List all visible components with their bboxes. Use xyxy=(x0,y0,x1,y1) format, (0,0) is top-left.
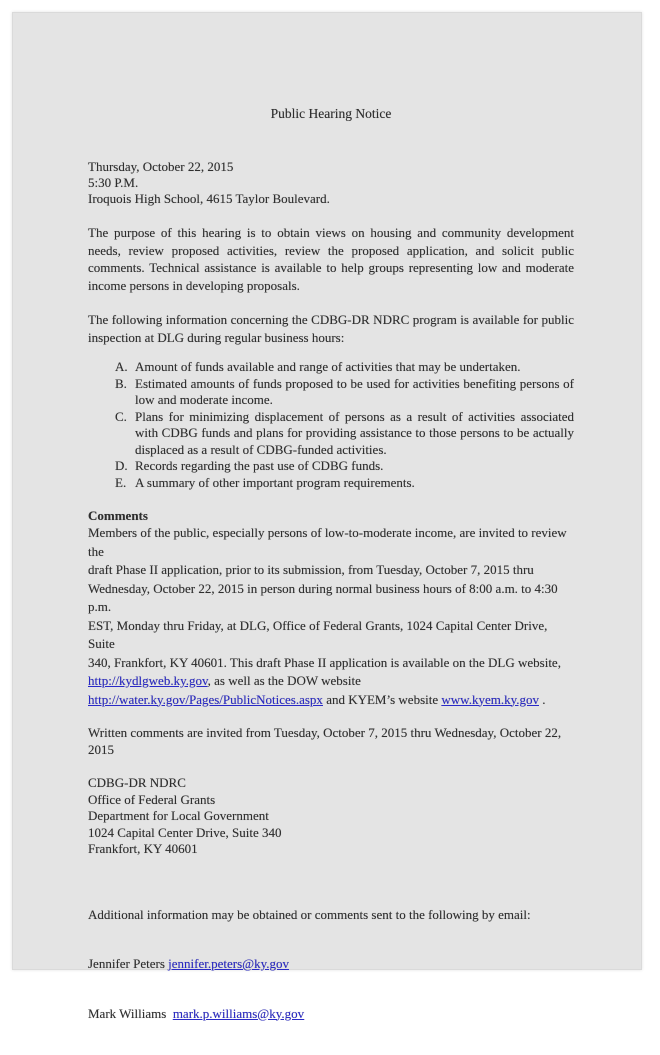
address-line: Office of Federal Grants xyxy=(88,792,574,809)
inspection-item-c xyxy=(88,409,574,459)
list-item-label: C. xyxy=(115,409,135,459)
comments-text: and KYEM’s website xyxy=(323,692,441,707)
list-item-text: Plans for minimizing displacement of persons as a result of activities associated with CDBG funds and plans for providing assistance to those persons to be actually displaced as a result of CDBG-funded activities. xyxy=(135,409,574,459)
contact-intro: Additional information may be obtained or comments sent to the following by email: xyxy=(88,907,574,924)
address-line: 1024 Capital Center Drive, Suite 340 xyxy=(88,825,574,842)
inspection-item-a xyxy=(88,359,574,376)
event-location: Iroquois High School, 4615 Taylor Boulevard. xyxy=(88,191,574,207)
contact-line xyxy=(88,1006,574,1023)
event-details xyxy=(88,159,574,207)
comments-line: 340, Frankfort, KY 40601. This draft Phase II application is available on the DLG website, xyxy=(88,654,574,673)
notice-title: Public Hearing Notice xyxy=(88,105,574,122)
address-line: Department for Local Government xyxy=(88,808,574,825)
contact-section xyxy=(88,874,574,1055)
jennifer-email-link[interactable]: jennifer.peters@ky.gov xyxy=(168,956,289,971)
list-item-label: E. xyxy=(115,475,135,492)
list-item-text: Estimated amounts of funds proposed to be used for activities benefiting persons of low and moderate income. xyxy=(135,376,574,409)
list-item-label: B. xyxy=(115,376,135,409)
comments-line xyxy=(88,672,574,691)
mailing-address xyxy=(88,775,574,858)
kyem-website-link[interactable]: www.kyem.ky.gov xyxy=(441,692,539,707)
document-page xyxy=(12,12,642,970)
comments-line: Members of the public, especially persons of low-to-moderate income, are invited to review the xyxy=(88,524,574,561)
document-content xyxy=(88,13,574,1055)
comments-section xyxy=(88,507,574,709)
list-item-text: Amount of funds available and range of activities that may be undertaken. xyxy=(135,359,574,376)
address-line: Frankfort, KY 40601 xyxy=(88,841,574,858)
comments-heading: Comments xyxy=(88,507,574,524)
inspection-item-b xyxy=(88,376,574,409)
comments-text: . xyxy=(539,692,546,707)
comments-line: Wednesday, October 22, 2015 in person during normal business hours of 8:00 a.m. to 4:30 p.m. xyxy=(88,580,574,617)
purpose-paragraph: The purpose of this hearing is to obtain views on housing and community development needs, review proposed activities, review the proposed application, and solicit public comments. Technical assistance is available to help groups representing low and moderate income persons in developing proposals. xyxy=(88,224,574,294)
event-time: 5:30 P.M. xyxy=(88,175,574,191)
contact-name: Mark Williams xyxy=(88,1006,173,1021)
dlg-website-link[interactable]: http://kydlgweb.ky.gov xyxy=(88,673,208,688)
inspection-intro: The following information concerning the CDBG-DR NDRC program is available for public inspection at DLG during regular business hours: xyxy=(88,311,574,346)
inspection-list xyxy=(88,359,574,491)
list-item-text: Records regarding the past use of CDBG funds. xyxy=(135,458,574,475)
written-comments-note: Written comments are invited from Tuesday, October 7, 2015 thru Wednesday, October 22, 2015 xyxy=(88,724,574,758)
inspection-item-d xyxy=(88,458,574,475)
address-line: CDBG-DR NDRC xyxy=(88,775,574,792)
list-item-label: A. xyxy=(115,359,135,376)
list-item-text: A summary of other important program requirements. xyxy=(135,475,574,492)
dow-website-link[interactable]: http://water.ky.gov/Pages/PublicNotices.aspx xyxy=(88,692,323,707)
comments-line: EST, Monday thru Friday, at DLG, Office of Federal Grants, 1024 Capital Center Drive, Suite xyxy=(88,617,574,654)
mark-email-link[interactable]: mark.p.williams@ky.gov xyxy=(173,1006,304,1021)
comments-line xyxy=(88,691,574,710)
contact-name: Jennifer Peters xyxy=(88,956,168,971)
event-date: Thursday, October 22, 2015 xyxy=(88,159,574,175)
comments-line: draft Phase II application, prior to its submission, from Tuesday, October 7, 2015 thru xyxy=(88,561,574,580)
comments-text: , as well as the DOW website xyxy=(208,673,361,688)
contact-line xyxy=(88,956,574,973)
inspection-item-e xyxy=(88,475,574,492)
list-item-label: D. xyxy=(115,458,135,475)
